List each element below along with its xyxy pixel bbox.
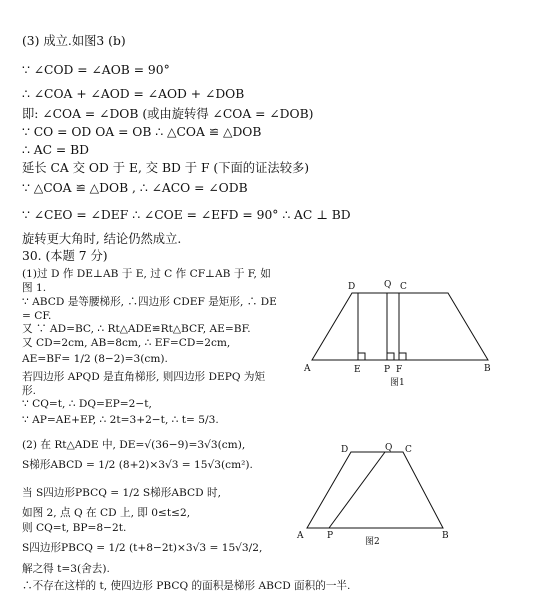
- figure-1-caption: 图1: [390, 378, 405, 388]
- text-line: 即: ∠COA = ∠DOB (或由旋转得 ∠COA = ∠DOB): [22, 107, 314, 121]
- label-a: A: [304, 364, 311, 374]
- trapezoid-abcd: [307, 452, 443, 528]
- label-q: Q: [384, 280, 392, 290]
- text-line: AE=BF= 1/2 (8−2)=3(cm).: [22, 353, 168, 365]
- label-b: B: [442, 531, 449, 541]
- text-line: ∴ ∠COA + ∠AOD = ∠AOD + ∠DOB: [22, 87, 245, 101]
- text-line: 如图 2, 点 Q 在 CD 上, 即 0≤t≤2,: [22, 507, 191, 519]
- text-line: ∵ △COA ≌ △DOB , ∴ ∠ACO = ∠ODB: [22, 181, 248, 195]
- text-line: S四边形PBCQ = 1/2 (t+8−2t)×3√3 = 15√3/2,: [22, 542, 263, 554]
- text-line: ∵ ∠COD = ∠AOB = 90°: [22, 63, 170, 77]
- label-b: B: [484, 364, 491, 374]
- right-angle-mark-f: [399, 353, 406, 360]
- text-line: ∵ CO = OD OA = OB ∴ △COA ≌ △DOB: [22, 125, 262, 139]
- label-d: D: [348, 282, 356, 292]
- text-line: 则 CQ=t, BP=8−2t.: [22, 522, 127, 534]
- label-p: P: [327, 531, 334, 541]
- figure-2-trapezoid: [295, 440, 495, 550]
- text-line: 若四边形 APQD 是直角梯形, 则四边形 DEPQ 为矩: [22, 371, 266, 383]
- figure-2-caption: 图2: [365, 537, 380, 547]
- label-c: C: [405, 445, 412, 455]
- right-angle-mark-p: [387, 353, 394, 360]
- label-d: D: [341, 445, 349, 455]
- text-line: 当 S四边形PBCQ = 1/2 S梯形ABCD 时,: [22, 487, 221, 499]
- text-line: ∴不存在这样的 t, 使四边形 PBCQ 的面积是梯形 ABCD 面积的一半.: [22, 580, 351, 592]
- text-line: S梯形ABCD = 1/2 (8+2)×3√3 = 15√3(cm²).: [22, 459, 253, 471]
- text-line: 延长 CA 交 OD 于 E, 交 BD 于 F (下面的证法较多): [22, 161, 310, 175]
- text-line: 形.: [22, 385, 36, 397]
- text-line: 旋转更大角时, 结论仍然成立.: [22, 232, 182, 246]
- text-line: ∵ ABCD 是等腰梯形, ∴四边形 CDEF 是矩形, ∴ DE: [22, 296, 277, 308]
- label-q: Q: [385, 443, 393, 453]
- figure-1-trapezoid: [300, 275, 500, 390]
- label-f: F: [396, 365, 403, 375]
- text-line: 解之得 t=3(舍去).: [22, 563, 110, 575]
- text-line: (3) 成立.如图3 (b): [22, 34, 126, 48]
- label-c: C: [400, 282, 407, 292]
- text-line: 又 CD=2cm, AB=8cm, ∴ EF=CD=2cm,: [22, 337, 231, 349]
- text-line: ∴ AC = BD: [22, 143, 90, 157]
- text-line: ∵ ∠CEO = ∠DEF ∴ ∠COE = ∠EFD = 90° ∴ AC ⊥ BD: [22, 208, 351, 222]
- label-e: E: [354, 365, 361, 375]
- text-line: ∵ CQ=t, ∴ DQ=EP=2−t,: [22, 398, 152, 410]
- question-header: 30. (本题 7 分): [22, 249, 108, 263]
- label-a: A: [297, 531, 304, 541]
- label-p: P: [384, 365, 391, 375]
- text-line: (2) 在 Rt△ADE 中, DE=√(36−9)=3√3(cm),: [22, 439, 246, 451]
- text-line: (1)过 D 作 DE⊥AB 于 E, 过 C 作 CF⊥AB 于 F, 如: [22, 268, 271, 280]
- text-line: 图 1.: [22, 282, 47, 294]
- text-line: ∵ AP=AE+EP, ∴ 2t=3+2−t, ∴ t= 5/3.: [22, 414, 219, 426]
- right-angle-mark-e: [358, 353, 365, 360]
- trapezoid-abcd: [312, 293, 488, 360]
- text-line: = CF.: [22, 310, 52, 322]
- text-line: 又 ∵ AD=BC, ∴ Rt△ADE≌Rt△BCF, AE=BF.: [22, 323, 251, 335]
- segment-pq: [329, 452, 385, 528]
